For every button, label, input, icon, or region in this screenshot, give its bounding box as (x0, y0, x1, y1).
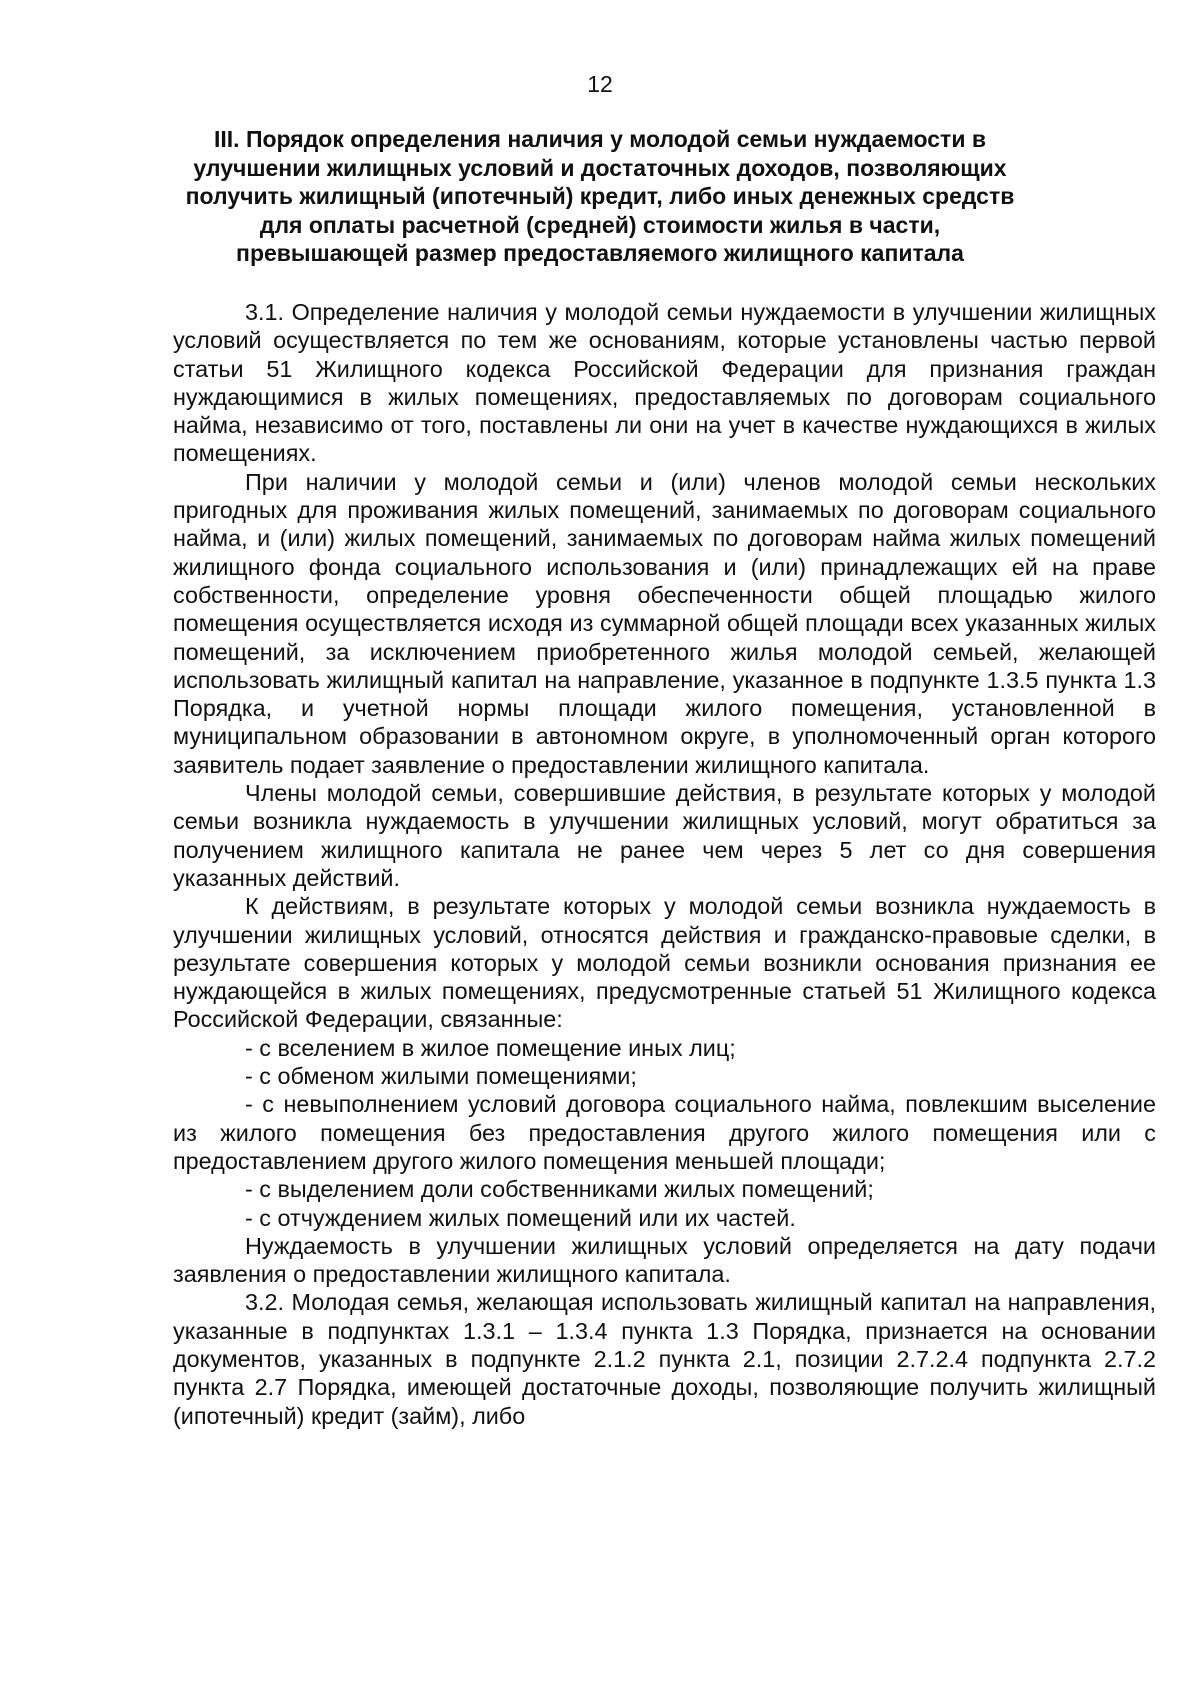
paragraph-actions-list-intro: К действиям, в результате которых у молодой семьи возникла нуждаемость в улучшении жилищных условий, относятся действия и гражданско-правовые сделки, в результате совершения которых у молодой семьи возникли основания признания ее нуждающейся в жилых помещениях, предусмотренные статьей 51 Жилищного кодекса Российской Федерации, связанные: (173, 893, 1156, 1033)
heading-line: улучшении жилищных условий и достаточных доходов, позволяющих (193, 154, 1007, 181)
list-item: - с выделением доли собственниками жилых помещений; (245, 1176, 874, 1203)
paragraph-3-2: 3.2. Молодая семья, желающая использовать жилищный капитал на направления, указанные в подпунктах 1.3.1 – 1.3.4 пункта 1.3 Порядка, признается на основании документов, указанных в подпункте 2.1.2 пункта 2.1, позиции 2.7.2.4 подпункта 2.7.2 пункта 2.7 Порядка, имеющей достаточные доходы, позволяющие получить жилищный (ипотечный) кредит (займ), либо (173, 1289, 1156, 1429)
document-body (173, 298, 1156, 1430)
list-item: - с отчуждением жилых помещений или их частей. (245, 1204, 796, 1231)
heading-line: превышающей размер предоставляемого жилищного капитала (236, 240, 964, 266)
paragraph-3-1: 3.1. Определение наличия у молодой семьи нуждаемости в улучшении жилищных условий осуществляется по тем же основаниям, которые установлены частью первой статьи 51 Жилищного кодекса Российской Федерации для признания граждан нуждающимися в жилых помещениях, предоставляемых по договорам социального найма, независимо от того, поставлены ли они на учет в качестве нуждающихся в жилых помещениях. (173, 299, 1156, 467)
page-number: 12 (587, 71, 613, 97)
heading-line: для оплаты расчетной (средней) стоимости жилья в части, (259, 211, 941, 238)
paragraph-need-date: Нуждаемость в улучшении жилищных условий определяется на дату подачи заявления о предоставлении жилищного капитала. (173, 1232, 1156, 1288)
list-item: - с невыполнением условий договора социального найма, повлекшим выселение из жилого помещения без предоставления другого жилого помещения или с предоставлением другого жилого помещения меньшей площади; (173, 1091, 1156, 1174)
heading-line: получить жилищный (ипотечный) кредит, либо иных денежных средств (185, 183, 1015, 209)
paragraph-family-actions: Члены молодой семьи, совершившие действия, в результате которых у молодой семьи возникла нуждаемость в улучшении жилищных условий, могут обратиться за получением жилищного капитала не ранее чем через 5 лет со дня совершения указанных действий. (173, 780, 1156, 891)
heading-line: III. Порядок определения наличия у молодой семьи нуждаемости в (214, 126, 986, 152)
list-item: - с вселением в жилое помещение иных лиц; (245, 1034, 736, 1061)
list-item: - с обменом жилыми помещениями; (245, 1063, 637, 1090)
paragraph-multiple-dwellings: При наличии у молодой семьи и (или) членов молодой семьи нескольких пригодных для проживания жилых помещений, занимаемых по договорам социального найма, и (или) жилых помещений, занимаемых по договорам найма жилых помещений жилищного фонда социального использования и (или) принадлежащих ей на праве собственности, определение уровня обеспеченности общей площадью жилого помещения осуществляется исходя из суммарной общей площади всех указанных жилых помещений, за исключением приобретенного жилья молодой семьей, желающей использовать жилищный капитал на направление, указанное в подпункте 1.3.5 пункта 1.3 Порядка, и учетной нормы площади жилого помещения, установленной в муниципальном образовании в автономном округе, в уполномоченный орган которого заявитель подает заявление о предоставлении жилищного капитала. (173, 468, 1156, 778)
section-heading (160, 125, 1040, 268)
